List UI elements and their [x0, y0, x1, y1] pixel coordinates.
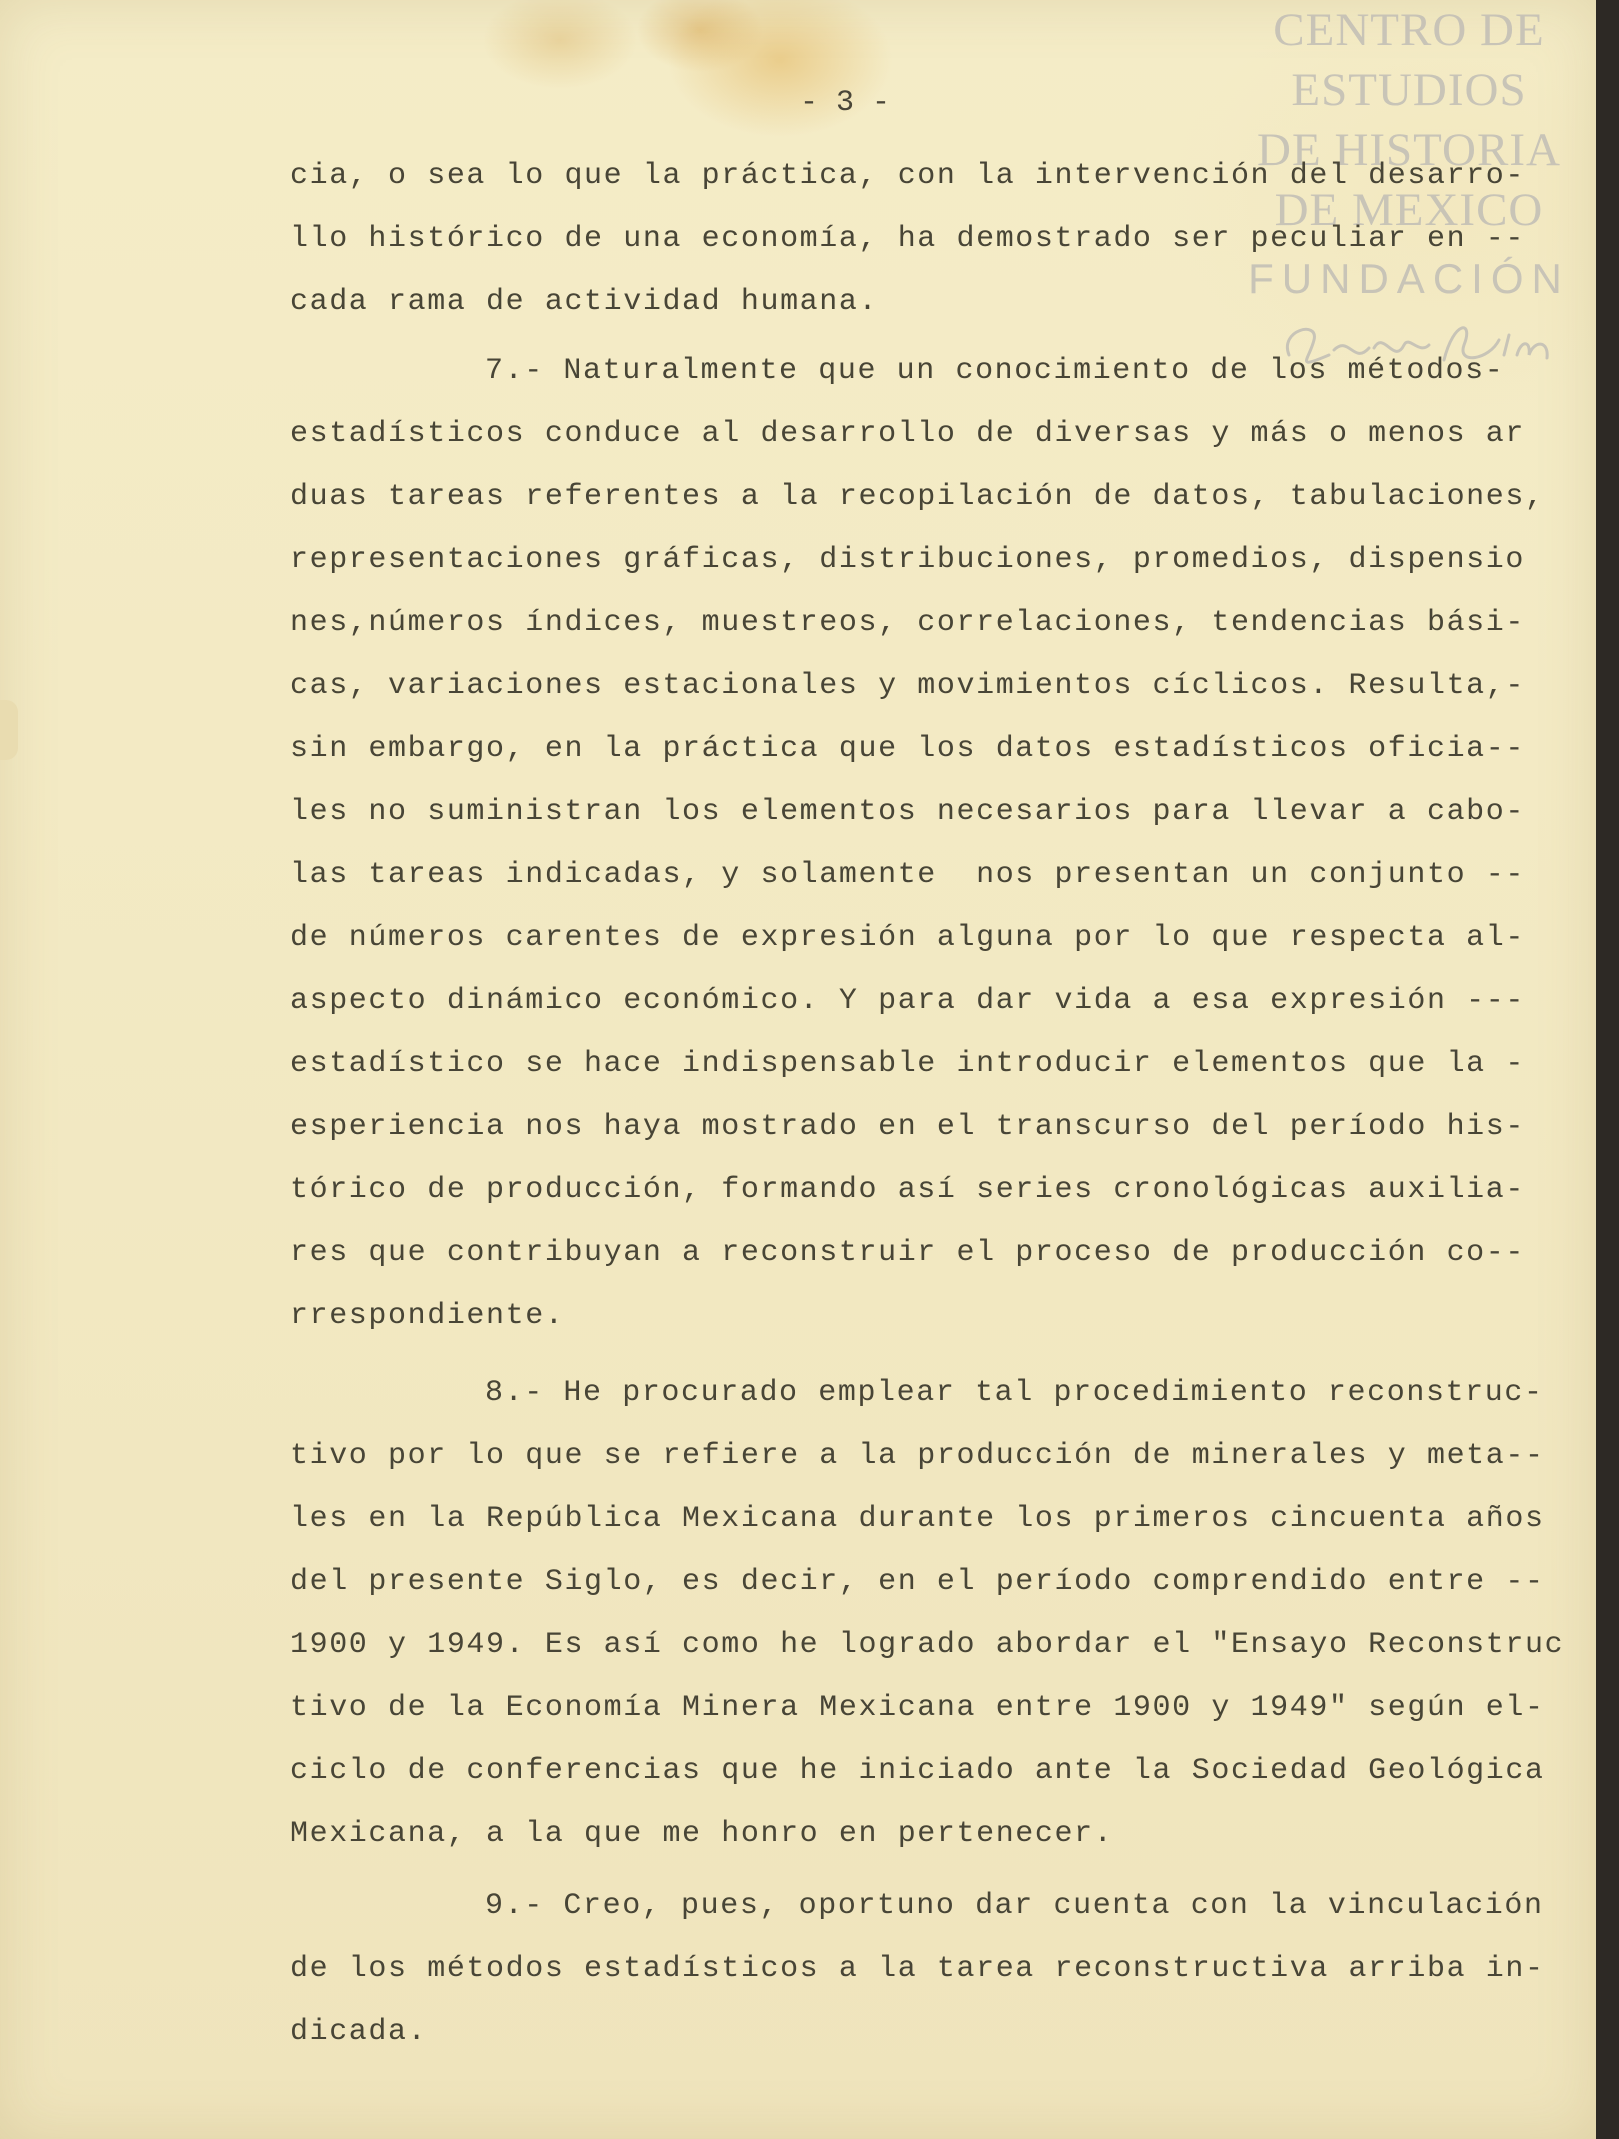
text-line: 1900 y 1949. Es así como he logrado abordar el "Ensayo Reconstruc: [290, 1628, 1565, 1662]
text-line: cas, variaciones estacionales y movimientos cíclicos. Resulta,-: [290, 669, 1525, 703]
watermark-foundation: FUNDACIÓN: [1248, 255, 1570, 302]
text-line: estadístico se hace indispensable introducir elementos que la -: [290, 1047, 1525, 1081]
paragraph-8-start: 8.- He procurado emplear tal procedimiento reconstruc-: [485, 1376, 1544, 1410]
text-line: duas tareas referentes a la recopilación de datos, tabulaciones,: [290, 480, 1545, 514]
watermark-line-4: DE MEXICO: [1274, 184, 1544, 236]
text-line: tórico de producción, formando así series cronológicas auxilia-: [290, 1173, 1525, 1207]
text-line: nes,números índices, muestreos, correlaciones, tendencias bási-: [290, 606, 1525, 640]
text-line: tivo de la Economía Minera Mexicana entre 1900 y 1949" según el-: [290, 1691, 1545, 1725]
paragraph-9-start: 9.- Creo, pues, oportuno dar cuenta con la vinculación: [485, 1889, 1544, 1923]
text-line: rrespondiente.: [290, 1299, 565, 1333]
text-line: tivo por lo que se refiere a la producción de minerales y meta--: [290, 1439, 1545, 1473]
watermark-line-3: DE HISTORIA: [1257, 124, 1561, 176]
text-line: estadísticos conduce al desarrollo de diversas y más o menos ar: [290, 417, 1525, 451]
text-line: aspecto dinámico económico. Y para dar vida a esa expresión ---: [290, 984, 1525, 1018]
text-line: cia, o sea lo que la práctica, con la intervención del desarro-: [290, 159, 1525, 193]
text-line: llo histórico de una economía, ha demostrado ser peculiar en --: [290, 222, 1525, 256]
text-line: sin embargo, en la práctica que los datos estadísticos oficia--: [290, 732, 1525, 766]
text-line: esperiencia nos haya mostrado en el transcurso del período his-: [290, 1110, 1525, 1144]
text-line: las tareas indicadas, y solamente nos presentan un conjunto --: [290, 858, 1525, 892]
text-line: les no suministran los elementos necesarios para llevar a cabo-: [290, 795, 1525, 829]
text-line: cada rama de actividad humana.: [290, 285, 879, 319]
text-line: del presente Siglo, es decir, en el período comprendido entre --: [290, 1565, 1545, 1599]
text-line: ciclo de conferencias que he iniciado ante la Sociedad Geológica: [290, 1754, 1545, 1788]
paper-tear: [0, 700, 18, 760]
text-line: de números carentes de expresión alguna por lo que respecta al-: [290, 921, 1525, 955]
watermark-line-2: ESTUDIOS: [1291, 64, 1527, 116]
text-line: dicada.: [290, 2015, 428, 2049]
text-line: representaciones gráficas, distribuciones, promedios, dispensio: [290, 543, 1525, 577]
text-line: Mexicana, a la que me honro en pertenecer.: [290, 1817, 1114, 1851]
text-line: res que contribuyan a reconstruir el proceso de producción co--: [290, 1236, 1525, 1270]
text-line: de los métodos estadísticos a la tarea reconstructiva arriba in-: [290, 1952, 1545, 1986]
watermark-line-1: CENTRO DE: [1273, 4, 1545, 56]
page-number: - 3 -: [800, 86, 891, 120]
text-line: les en la República Mexicana durante los primeros cincuenta años: [290, 1502, 1545, 1536]
paragraph-7-start: 7.- Naturalmente que un conocimiento de los métodos-: [485, 354, 1505, 388]
